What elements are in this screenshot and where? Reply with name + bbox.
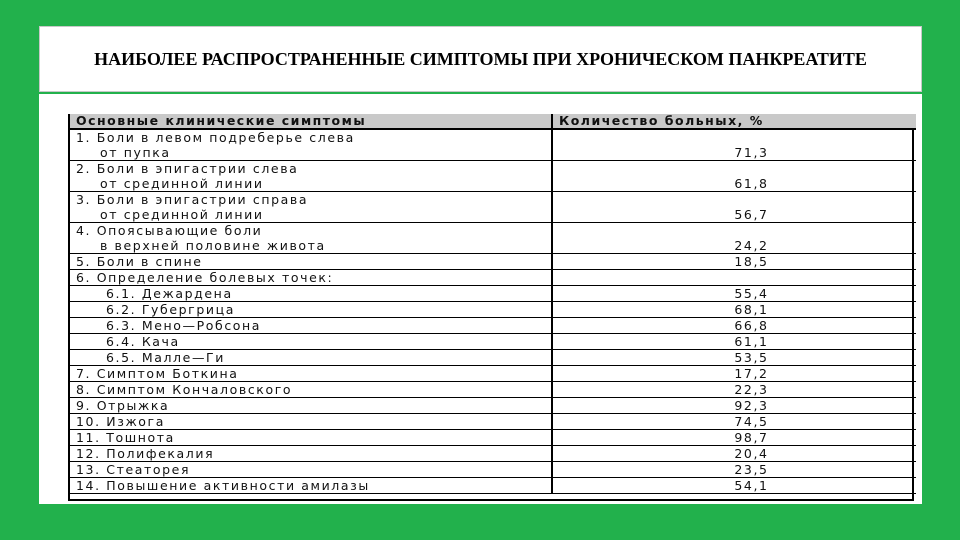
symptom-name-continued: от срединной линии	[100, 176, 264, 191]
symptom-name-continued: от срединной линии	[100, 207, 264, 222]
symptom-cell	[70, 414, 552, 430]
symptom-name: 3. Боли в эпигастрии справа	[76, 192, 309, 207]
symptom-cell	[70, 334, 552, 350]
symptom-name: 6.1. Дежардена	[106, 286, 233, 301]
symptom-cell	[70, 302, 552, 318]
slide-title: НАИБОЛЕЕ РАСПРОСТРАНЕННЫЕ СИМПТОМЫ ПРИ ХРОНИЧЕСКОМ ПАНКРЕАТИТЕ	[94, 49, 867, 69]
symptom-cell	[70, 129, 552, 161]
patient-percent-cell: 61,1	[552, 334, 916, 350]
patient-percent-cell: 24,2	[552, 223, 916, 254]
table-row	[70, 302, 916, 318]
patient-percent-cell: 61,8	[552, 161, 916, 192]
table-row	[70, 398, 916, 414]
table-row	[70, 366, 916, 382]
symptom-name: 11. Тошнота	[76, 430, 175, 445]
symptom-cell	[70, 398, 552, 414]
patient-percent-cell: 53,5	[552, 350, 916, 366]
symptom-name: 7. Симптом Боткина	[76, 366, 239, 381]
table-row	[70, 334, 916, 350]
header-symptoms: Основные клинические симптомы	[70, 114, 552, 129]
table-row	[70, 270, 916, 286]
symptom-name-continued: от пупка	[100, 145, 171, 160]
symptom-name: 9. Отрыжка	[76, 398, 170, 413]
symptom-name: 6.5. Малле—Ги	[106, 350, 225, 365]
symptom-cell	[70, 223, 552, 254]
symptom-cell	[70, 478, 552, 494]
symptom-cell	[70, 254, 552, 270]
table-row	[70, 318, 916, 334]
patient-percent-cell: 17,2	[552, 366, 916, 382]
table-panel	[39, 94, 922, 504]
symptom-name: 8. Симптом Кончаловского	[76, 382, 293, 397]
table-row	[70, 478, 916, 494]
symptom-cell	[70, 382, 552, 398]
symptom-name: 6. Определение болевых точек:	[76, 270, 334, 285]
table-row	[70, 286, 916, 302]
table-row	[70, 161, 916, 192]
slide-title-box	[39, 26, 922, 92]
table-row	[70, 462, 916, 478]
symptom-name: 13. Стеаторея	[76, 462, 191, 477]
patient-percent-cell: 23,5	[552, 462, 916, 478]
symptom-name: 6.4. Кача	[106, 334, 180, 349]
symptom-name-continued: в верхней половине живота	[100, 238, 326, 253]
symptom-cell	[70, 366, 552, 382]
table-row	[70, 430, 916, 446]
patient-percent-cell: 18,5	[552, 254, 916, 270]
table-row	[70, 192, 916, 223]
symptom-cell	[70, 446, 552, 462]
table-row	[70, 254, 916, 270]
patient-percent-cell: 55,4	[552, 286, 916, 302]
patient-percent-cell: 20,4	[552, 446, 916, 462]
patient-percent-cell: 68,1	[552, 302, 916, 318]
table-row	[70, 350, 916, 366]
symptom-name: 1. Боли в левом подреберье слева	[76, 130, 355, 145]
patient-percent-cell: 71,3	[552, 129, 916, 161]
symptom-cell	[70, 192, 552, 223]
patient-percent-cell: 66,8	[552, 318, 916, 334]
patient-percent-cell: 56,7	[552, 192, 916, 223]
table-body	[70, 129, 916, 494]
symptom-cell	[70, 270, 552, 286]
table-row	[70, 223, 916, 254]
symptom-name: 14. Повышение активности амилазы	[76, 478, 370, 493]
symptom-cell	[70, 318, 552, 334]
table-header-row	[70, 114, 916, 129]
symptom-cell	[70, 462, 552, 478]
patient-percent-cell: 74,5	[552, 414, 916, 430]
table-row	[70, 414, 916, 430]
symptoms-table-frame	[68, 114, 914, 501]
symptom-cell	[70, 161, 552, 192]
symptom-cell	[70, 430, 552, 446]
symptoms-table	[70, 114, 916, 494]
symptom-name: 6.2. Губергрица	[106, 302, 235, 317]
patient-percent-cell: 92,3	[552, 398, 916, 414]
symptom-name: 10. Изжога	[76, 414, 165, 429]
symptom-name: 6.3. Мено—Робсона	[106, 318, 262, 333]
header-patient-percent: Количество больных, %	[552, 114, 916, 129]
table-row	[70, 382, 916, 398]
symptom-name: 4. Опоясывающие боли	[76, 223, 263, 238]
patient-percent-cell: 54,1	[552, 478, 916, 494]
symptom-cell	[70, 350, 552, 366]
patient-percent-cell: 22,3	[552, 382, 916, 398]
symptom-name: 5. Боли в спине	[76, 254, 203, 269]
patient-percent-cell	[552, 270, 916, 286]
table-row	[70, 446, 916, 462]
symptom-name: 2. Боли в эпигастрии слева	[76, 161, 299, 176]
table-row	[70, 129, 916, 161]
symptom-name: 12. Полифекалия	[76, 446, 215, 461]
symptom-cell	[70, 286, 552, 302]
patient-percent-cell: 98,7	[552, 430, 916, 446]
